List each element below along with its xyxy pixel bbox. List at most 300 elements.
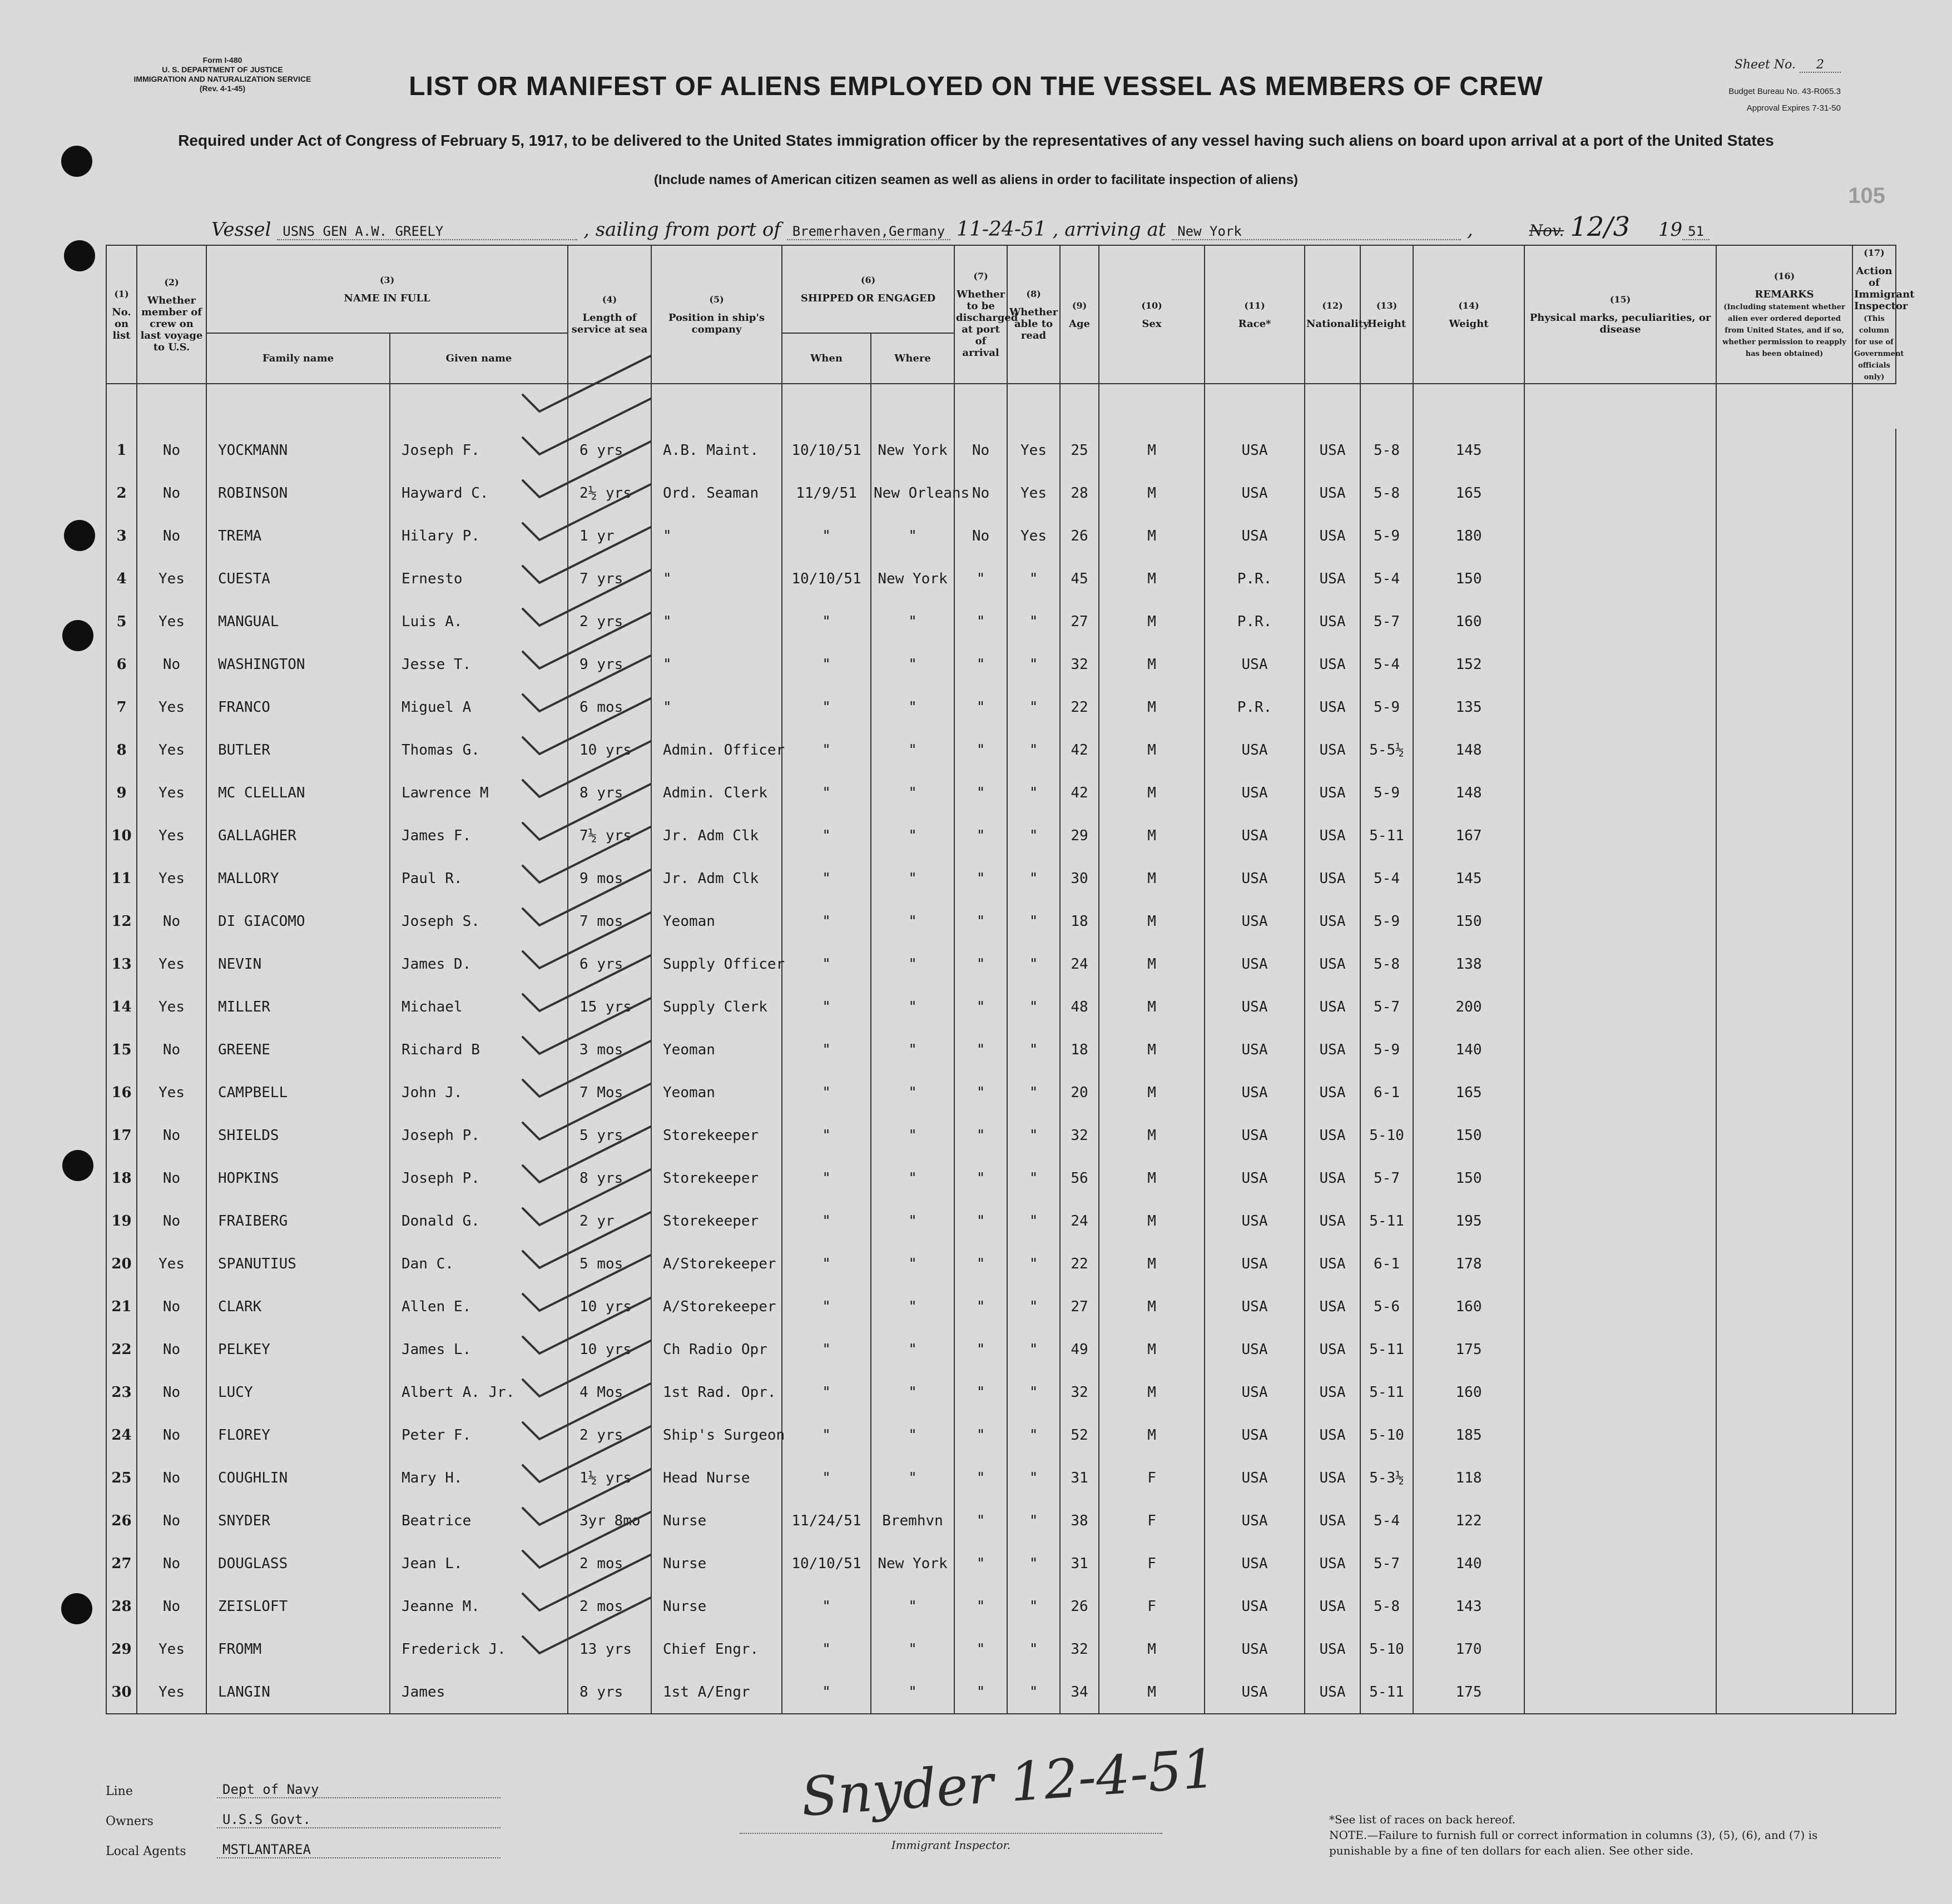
table-row [106, 728, 1896, 771]
length-of-service: 5 mos [568, 1242, 651, 1285]
sex: M [1099, 1628, 1205, 1670]
weight: 200 [1413, 985, 1524, 1028]
table-row [106, 1414, 1896, 1456]
discharged: " [954, 1157, 1007, 1199]
position: Yeoman [651, 1071, 782, 1114]
height: 5-8 [1360, 1585, 1413, 1628]
remarks [1716, 1028, 1852, 1071]
shipped-when: " [782, 600, 871, 643]
inspector-action [1852, 557, 1896, 600]
last-voyage: No [137, 1456, 206, 1499]
length-of-service: 3yr 8mo [568, 1499, 651, 1542]
race: USA [1205, 1542, 1305, 1585]
sex: M [1099, 857, 1205, 900]
weight: 148 [1413, 771, 1524, 814]
shipped-where: " [871, 1071, 954, 1114]
height: 5-4 [1360, 557, 1413, 600]
remarks [1716, 686, 1852, 728]
col-header-1: (1) No. on list [106, 245, 137, 384]
sex: M [1099, 557, 1205, 600]
age: 22 [1060, 1242, 1099, 1285]
shipped-when: " [782, 814, 871, 857]
inspector-action [1852, 1670, 1896, 1714]
position: Nurse [651, 1585, 782, 1628]
shipped-when: " [782, 686, 871, 728]
position: A.B. Maint. [651, 429, 782, 472]
race-note: *See list of races on back hereof. [1329, 1813, 1516, 1826]
able-to-read: " [1007, 1285, 1060, 1328]
line-label: Line [106, 1784, 133, 1798]
sex: M [1099, 985, 1205, 1028]
able-to-read: " [1007, 1114, 1060, 1157]
length-of-service: 13 yrs [568, 1628, 651, 1670]
nationality: USA [1305, 1628, 1360, 1670]
given-name: Peter F. [390, 1414, 568, 1456]
last-voyage: No [137, 1414, 206, 1456]
family-name: TREMA [206, 514, 390, 557]
given-name: Joseph F. [390, 429, 568, 472]
shipped-where: " [871, 943, 954, 985]
physical-marks [1524, 985, 1716, 1028]
age: 22 [1060, 686, 1099, 728]
length-of-service: 9 yrs [568, 643, 651, 686]
row-number: 20 [106, 1242, 137, 1285]
table-row [106, 900, 1896, 943]
position: 1st Rad. Opr. [651, 1371, 782, 1414]
height: 5-11 [1360, 1371, 1413, 1414]
nationality: USA [1305, 1028, 1360, 1071]
shipped-where: " [871, 686, 954, 728]
sex: M [1099, 1670, 1205, 1714]
given-name: Dan C. [390, 1242, 568, 1285]
age: 49 [1060, 1328, 1099, 1371]
discharged: " [954, 686, 1007, 728]
vessel-label: Vessel [211, 219, 271, 241]
discharged: " [954, 1242, 1007, 1285]
position: Admin. Officer [651, 728, 782, 771]
physical-marks [1524, 1371, 1716, 1414]
position: Admin. Clerk [651, 771, 782, 814]
nationality: USA [1305, 1199, 1360, 1242]
row-number: 15 [106, 1028, 137, 1071]
height: 5-11 [1360, 1328, 1413, 1371]
race: USA [1205, 429, 1305, 472]
sex: M [1099, 1371, 1205, 1414]
nationality: USA [1305, 771, 1360, 814]
remarks [1716, 429, 1852, 472]
table-row [106, 1499, 1896, 1542]
col-header-when: When [782, 333, 871, 384]
race: P.R. [1205, 557, 1305, 600]
age: 31 [1060, 1542, 1099, 1585]
able-to-read: " [1007, 857, 1060, 900]
shipped-when: " [782, 900, 871, 943]
able-to-read: Yes [1007, 429, 1060, 472]
physical-marks [1524, 1285, 1716, 1328]
last-voyage: No [137, 1285, 206, 1328]
sex: M [1099, 1114, 1205, 1157]
last-voyage: No [137, 1157, 206, 1199]
able-to-read: " [1007, 1371, 1060, 1414]
col-header-2: (2) Whether member of crew on last voyage to U.S. [137, 245, 206, 384]
weight: 152 [1413, 643, 1524, 686]
sex: F [1099, 1456, 1205, 1499]
row-number: 26 [106, 1499, 137, 1542]
discharged: " [954, 1670, 1007, 1714]
age: 18 [1060, 900, 1099, 943]
shipped-when: " [782, 1585, 871, 1628]
table-row [106, 814, 1896, 857]
shipped-when: " [782, 943, 871, 985]
able-to-read: " [1007, 1071, 1060, 1114]
date-struck: Nov. [1529, 221, 1564, 240]
race: USA [1205, 1199, 1305, 1242]
able-to-read: " [1007, 1499, 1060, 1542]
physical-marks [1524, 771, 1716, 814]
last-voyage: No [137, 1199, 206, 1242]
discharged: " [954, 1071, 1007, 1114]
weight: 175 [1413, 1670, 1524, 1714]
family-name: COUGHLIN [206, 1456, 390, 1499]
sex: F [1099, 1499, 1205, 1542]
last-voyage: No [137, 429, 206, 472]
given-name: Jesse T. [390, 643, 568, 686]
remarks [1716, 1242, 1852, 1285]
given-name: Albert A. Jr. [390, 1371, 568, 1414]
inspector-action [1852, 429, 1896, 472]
inspector-action [1852, 985, 1896, 1028]
position: Ch Radio Opr [651, 1328, 782, 1371]
remarks [1716, 900, 1852, 943]
family-name: LUCY [206, 1371, 390, 1414]
sex: M [1099, 771, 1205, 814]
position: A/Storekeeper [651, 1285, 782, 1328]
physical-marks [1524, 1456, 1716, 1499]
height: 5-9 [1360, 686, 1413, 728]
physical-marks [1524, 1114, 1716, 1157]
shipped-where: " [871, 1628, 954, 1670]
table-row [106, 943, 1896, 985]
sailing-label: , sailing from port of [583, 219, 781, 241]
col-header-6: (6) SHIPPED OR ENGAGED [782, 245, 954, 333]
family-name: WASHINGTON [206, 643, 390, 686]
age: 30 [1060, 857, 1099, 900]
able-to-read: " [1007, 771, 1060, 814]
remarks [1716, 472, 1852, 514]
race: USA [1205, 1371, 1305, 1414]
shipped-where: " [871, 728, 954, 771]
sex: M [1099, 1199, 1205, 1242]
weight: 170 [1413, 1628, 1524, 1670]
age: 29 [1060, 814, 1099, 857]
family-name: SPANUTIUS [206, 1242, 390, 1285]
table-row [106, 1456, 1896, 1499]
family-name: SNYDER [206, 1499, 390, 1542]
inspector-signature: Snyder 12-4-51 [799, 1737, 1218, 1828]
row-number: 6 [106, 643, 137, 686]
able-to-read: " [1007, 643, 1060, 686]
length-of-service: 6 mos [568, 686, 651, 728]
physical-marks [1524, 1670, 1716, 1714]
inspector-action [1852, 943, 1896, 985]
family-name: DOUGLASS [206, 1542, 390, 1585]
nationality: USA [1305, 643, 1360, 686]
able-to-read: " [1007, 1328, 1060, 1371]
page-subtitle-note: (Include names of American citizen seamen as well as aliens in order to facilitate inspection of aliens) [653, 172, 1299, 187]
form-number: Form I-480 [202, 56, 242, 65]
row-number: 10 [106, 814, 137, 857]
nationality: USA [1305, 1242, 1360, 1285]
inspector-action [1852, 472, 1896, 514]
given-name: Jeanne M. [390, 1585, 568, 1628]
height: 5-9 [1360, 514, 1413, 557]
agents-value: MSTLANTAREA [217, 1842, 501, 1858]
discharged: " [954, 1328, 1007, 1371]
shipped-when: " [782, 1199, 871, 1242]
col-header-10: (10) Sex [1099, 245, 1205, 384]
inspector-action [1852, 686, 1896, 728]
nationality: USA [1305, 900, 1360, 943]
age: 31 [1060, 1456, 1099, 1499]
position: Chief Engr. [651, 1628, 782, 1670]
shipped-when: " [782, 1628, 871, 1670]
stamp-number: 105 [1848, 184, 1885, 208]
remarks [1716, 1285, 1852, 1328]
given-name: Miguel A [390, 686, 568, 728]
shipped-where: " [871, 900, 954, 943]
length-of-service: 10 yrs [568, 1285, 651, 1328]
shipped-where: " [871, 1414, 954, 1456]
nationality: USA [1305, 1414, 1360, 1456]
height: 5-3½ [1360, 1456, 1413, 1499]
family-name: MC CLELLAN [206, 771, 390, 814]
table-row [106, 472, 1896, 514]
height: 5-11 [1360, 814, 1413, 857]
discharged: " [954, 943, 1007, 985]
shipped-where: " [871, 1157, 954, 1199]
shipped-when: 10/10/51 [782, 1542, 871, 1585]
discharged: " [954, 857, 1007, 900]
fine-note: NOTE.—Failure to furnish full or correct information in columns (3), (5), (6), and (7) is punishable by a fine of ten dollars for each alien. See other side. [1329, 1828, 1818, 1857]
col-header-3: (3) NAME IN FULL [206, 245, 568, 333]
discharged: " [954, 1028, 1007, 1071]
budget-bureau: Budget Bureau No. 43-R065.3 [1728, 87, 1841, 96]
nationality: USA [1305, 1371, 1360, 1414]
row-number: 5 [106, 600, 137, 643]
inspector-action [1852, 728, 1896, 771]
weight: 138 [1413, 943, 1524, 985]
age: 52 [1060, 1414, 1099, 1456]
table-row [106, 1242, 1896, 1285]
footer-note [1329, 1812, 1841, 1858]
shipped-where: Bremhvn [871, 1499, 954, 1542]
physical-marks [1524, 472, 1716, 514]
given-name: Paul R. [390, 857, 568, 900]
remarks [1716, 514, 1852, 557]
nationality: USA [1305, 1585, 1360, 1628]
table-row [106, 429, 1896, 472]
length-of-service: 2 yrs [568, 600, 651, 643]
age: 20 [1060, 1071, 1099, 1114]
shipped-where: " [871, 1371, 954, 1414]
given-name: Ernesto [390, 557, 568, 600]
owners-value: U.S.S Govt. [217, 1812, 501, 1828]
table-row [106, 600, 1896, 643]
length-of-service: 3 mos [568, 1028, 651, 1071]
sex: M [1099, 1414, 1205, 1456]
length-of-service: 8 yrs [568, 1157, 651, 1199]
able-to-read: Yes [1007, 514, 1060, 557]
discharged: " [954, 1628, 1007, 1670]
remarks [1716, 814, 1852, 857]
position: Head Nurse [651, 1456, 782, 1499]
last-voyage: No [137, 1499, 206, 1542]
given-name: Joseph P. [390, 1114, 568, 1157]
physical-marks [1524, 943, 1716, 985]
height: 6-1 [1360, 1242, 1413, 1285]
able-to-read: " [1007, 1242, 1060, 1285]
family-name: ZEISLOFT [206, 1585, 390, 1628]
nationality: USA [1305, 1670, 1360, 1714]
given-name: James F. [390, 814, 568, 857]
shipped-when: 11/24/51 [782, 1499, 871, 1542]
able-to-read: " [1007, 1628, 1060, 1670]
inspector-action [1852, 1371, 1896, 1414]
position: " [651, 514, 782, 557]
shipped-where: " [871, 514, 954, 557]
length-of-service: 7 mos [568, 900, 651, 943]
height: 5-7 [1360, 1542, 1413, 1585]
position: Ord. Seaman [651, 472, 782, 514]
row-number: 25 [106, 1456, 137, 1499]
weight: 175 [1413, 1328, 1524, 1371]
weight: 118 [1413, 1456, 1524, 1499]
family-name: DI GIACOMO [206, 900, 390, 943]
physical-marks [1524, 1157, 1716, 1199]
discharged: " [954, 600, 1007, 643]
nationality: USA [1305, 985, 1360, 1028]
owners-label: Owners [106, 1814, 153, 1828]
last-voyage: No [137, 1328, 206, 1371]
physical-marks [1524, 1028, 1716, 1071]
length-of-service: 10 yrs [568, 728, 651, 771]
last-voyage: Yes [137, 686, 206, 728]
shipped-where: " [871, 1114, 954, 1157]
length-of-service: 7½ yrs [568, 814, 651, 857]
nationality: USA [1305, 514, 1360, 557]
able-to-read: " [1007, 600, 1060, 643]
remarks [1716, 1371, 1852, 1414]
position: Supply Officer [651, 943, 782, 985]
inspector-action [1852, 1628, 1896, 1670]
inspector-label: Immigrant Inspector. [891, 1838, 1011, 1852]
age: 56 [1060, 1157, 1099, 1199]
nationality: USA [1305, 1542, 1360, 1585]
last-voyage: No [137, 643, 206, 686]
height: 5-9 [1360, 900, 1413, 943]
age: 24 [1060, 1199, 1099, 1242]
sex: M [1099, 728, 1205, 771]
height: 5-9 [1360, 771, 1413, 814]
age: 34 [1060, 1670, 1099, 1714]
position: " [651, 686, 782, 728]
given-name: James D. [390, 943, 568, 985]
nationality: USA [1305, 857, 1360, 900]
discharged: " [954, 1585, 1007, 1628]
physical-marks [1524, 1585, 1716, 1628]
row-number: 16 [106, 1071, 137, 1114]
row-number: 9 [106, 771, 137, 814]
position: Yeoman [651, 1028, 782, 1071]
position: Jr. Adm Clk [651, 857, 782, 900]
last-voyage: No [137, 900, 206, 943]
age: 18 [1060, 1028, 1099, 1071]
nationality: USA [1305, 1456, 1360, 1499]
discharged: " [954, 814, 1007, 857]
remarks [1716, 557, 1852, 600]
last-voyage: Yes [137, 1628, 206, 1670]
discharged: " [954, 900, 1007, 943]
row-number: 11 [106, 857, 137, 900]
remarks [1716, 1499, 1852, 1542]
inspector-action [1852, 1328, 1896, 1371]
table-row [106, 557, 1896, 600]
sailing-port: Bremerhaven,Germany [787, 224, 951, 240]
shipped-when: " [782, 771, 871, 814]
weight: 135 [1413, 686, 1524, 728]
family-name: MALLORY [206, 857, 390, 900]
height: 5-8 [1360, 472, 1413, 514]
nationality: USA [1305, 1328, 1360, 1371]
given-name: Donald G. [390, 1199, 568, 1242]
remarks [1716, 985, 1852, 1028]
height: 5-10 [1360, 1414, 1413, 1456]
family-name: FLOREY [206, 1414, 390, 1456]
remarks [1716, 1628, 1852, 1670]
row-number: 21 [106, 1285, 137, 1328]
shipped-when: " [782, 1328, 871, 1371]
height: 5-4 [1360, 643, 1413, 686]
position: Storekeeper [651, 1199, 782, 1242]
discharged: No [954, 472, 1007, 514]
row-number: 7 [106, 686, 137, 728]
col-header-given-name: Given name [390, 333, 568, 384]
sex: M [1099, 643, 1205, 686]
weight: 195 [1413, 1199, 1524, 1242]
discharged: " [954, 771, 1007, 814]
shipped-when: " [782, 1285, 871, 1328]
nationality: USA [1305, 1157, 1360, 1199]
inspector-action [1852, 1499, 1896, 1542]
length-of-service: 5 yrs [568, 1114, 651, 1157]
arrival-port: New York [1172, 224, 1461, 240]
race: USA [1205, 985, 1305, 1028]
race: USA [1205, 943, 1305, 985]
row-number: 29 [106, 1628, 137, 1670]
family-name: BUTLER [206, 728, 390, 771]
inspector-action [1852, 771, 1896, 814]
nationality: USA [1305, 814, 1360, 857]
position: " [651, 643, 782, 686]
physical-marks [1524, 1199, 1716, 1242]
row-number: 30 [106, 1670, 137, 1714]
given-name: James L. [390, 1328, 568, 1371]
able-to-read: " [1007, 728, 1060, 771]
race: USA [1205, 1157, 1305, 1199]
physical-marks [1524, 643, 1716, 686]
shipped-when: " [782, 1371, 871, 1414]
col-header-family-name: Family name [206, 333, 390, 384]
